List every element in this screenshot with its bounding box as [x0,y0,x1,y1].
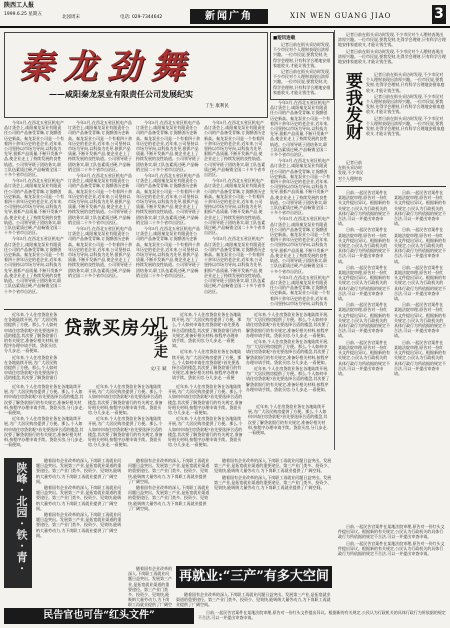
section-pinyin: XIN WEN GUANG JIAO [290,12,392,20]
page-header [0,0,450,28]
right-divider [336,186,446,187]
section-title: 新闻广角 [190,9,268,24]
lower-column-3: 随着国有企业改革的深入,下岗职工再就业问题日益突出。发展第三产业,是拓宽就业渠道的重要途径。第三产业门类多、投资少、见效快,能吸纳大量劳动力,为下岗职工再就业提供了广阔空间。 随着国有企业改革的深入,下岗职工再就业问题日益突出。发展第三产业,是拓宽就业渠道的重要途径。第三产业门类多、投资少、见效快,能吸纳大量劳动力,为下岗职工再就业提供了广阔空间。 [214,458,332,491]
short-news-box [270,32,334,100]
edition-label: 北园周末 [62,15,80,20]
short-news-tag: ■短讯连载 [273,36,296,41]
housing-text-right-2: 近年来,个人住房贷款业务在各地陆续开展,为广大居民购房提供了方便。那么,个人如何申请住房贷款呢?首先要选择合适的楼盘,其次要了解贷款银行的有关规定,准备好相关材料,按程序办理申请手续。贷款买房,分几步走,一看便知。 近年来,个人住房贷款业务在各地陆续开展,为广大居民购房提供了方便。那么,个人如何申请住房贷款呢?首先要选择合适的楼盘,其次要了解贷款银行的有关规定,准备好相关材料,按程序办理申请手续。贷款买房,分几步走,一看便知。 近年来,个人住房贷款业务在各地陆续开展,为广大居民购房提供了方便。那么,个人如何申请住房贷款呢?首先要选择合适的楼盘,其次要了解贷款银行的有关规定,准备好相关材料,按程序办理申请手续。贷款买房,分几步走,一看便知。 [246,312,330,392]
left-banner [4,458,32,588]
lead-column-4: 今年5月,在西北五省区机电产品订货会上,咸阳秦龙泵业有限责任公司的产品备受青睐,订货额创历史新高。秦龙泵业公司是一个有着四十余年历史的老企业,近年来,公司坚持以市场为导向,以科技为先导,狠抓产品质量,不断开发新产品,使企业走上了持续发展的良性轨道。公司领导班子团结务实,职工队伍素质过硬,产品畅销全国二十多个省市自治区。 今年5月,在西北五省区机电产品订货会上,咸阳秦龙泵业有限责任公司的产品备受青睐,订货额创历史新高。秦龙泵业公司是一个有着四十余年历史的老企业,近年来,公司坚持以市场为导向,以科技为先导,狠抓产品质量,不断开发新产品,使企业走上了持续发展的良性轨道。公司领导班子团结务实,职工队伍素质过硬,产品畅销全国二十多个省市自治区。 今年5月,在西北五省区机电产品订货会上,咸阳秦龙泵业有限责任公司的产品备受青睐,订货额创历史新高。秦龙泵业公司是一个有着四十余年历史的老企业,近年来,公司坚持以市场为导向,以科技为先导,狠抓产品质量,不断开发新产品,使企业走上了持续发展的良性轨道。公司领导班子团结务实,职工队伍素质过硬,产品畅销全国二十多个省市自治区。 [204,120,266,294]
housing-text-4: 近年来,个人住房贷款业务在各地陆续开展,为广大居民购房提供了方便。那么,个人如何申请住房贷款呢?首先要选择合适的楼盘,其次要了解贷款银行的有关规定,准备好相关材料,按程序办理申请手续。贷款买房,分几步走,一看便知。 近年来,个人住房贷款业务在各地陆续开展,为广大居民购房提供了方便。那么,个人如何申请住房贷款呢?首先要选择合适的楼盘,其次要了解贷款银行的有关规定,准备好相关材料,按程序办理申请手续。贷款买房,分几步走,一看便知。 [88,384,163,448]
lead-column-3: 今年5月,在西北五省区机电产品订货会上,咸阳秦龙泵业有限责任公司的产品备受青睐,订货额创历史新高。秦龙泵业公司是一个有着四十余年历史的老企业,近年来,公司坚持以市场为导向,以科技为先导,狠抓产品质量,不断开发新产品,使企业走上了持续发展的良性轨道。公司领导班子团结务实,职工队伍素质过硬,产品畅销全国二十多个省市自治区。 今年5月,在西北五省区机电产品订货会上,咸阳秦龙泵业有限责任公司的产品备受青睐,订货额创历史新高。秦龙泵业公司是一个有着四十余年历史的老企业,近年来,公司坚持以市场为导向,以科技为先导,狠抓产品质量,不断开发新产品,使企业走上了持续发展的良性轨道。公司领导班子团结务实,职工队伍素质过硬,产品畅销全国二十多个省市自治区。 今年5月,在西北五省区机电产品订货会上,咸阳秦龙泵业有限责任公司的产品备受青睐,订货额创历史新高。秦龙泵业公司是一个有着四十余年历史的老企业,近年来,公司坚持以市场为导向,以科技为先导,狠抓产品质量,不断开发新产品,使企业走上了持续发展的良性轨道。公司领导班子团结务实,职工队伍素质过硬,产品畅销全国二十多个省市自治区。 [136,120,200,278]
lead-column-5: 今年5月,在西北五省区机电产品订货会上,咸阳秦龙泵业有限责任公司的产品备受青睐,订货额创历史新高。秦龙泵业公司是一个有着四十余年历史的老企业,近年来,公司坚持以市场为导向,以科技为先导,狠抓产品质量,不断开发新产品,使企业走上了持续发展的良性轨道。公司领导班子团结务实,职工队伍素质过硬,产品畅销全国二十多个省市自治区。 今年5月,在西北五省区机电产品订货会上,咸阳秦龙泵业有限责任公司的产品备受青睐,订货额创历史新高。秦龙泵业公司是一个有着四十余年历史的老企业,近年来,公司坚持以市场为导向,以科技为先导,狠抓产品质量,不断开发新产品,使企业走上了持续发展的良性轨道。公司领导班子团结务实,职工队伍素质过硬,产品畅销全国二十多个省市自治区。 今年5月,在西北五省区机电产品订货会上,咸阳秦龙泵业有限责任公司的产品备受青睐,订货额创历史新高。秦龙泵业公司是一个有着四十余年历史的老企业,近年来,公司坚持以市场为导向,以科技为先导,狠抓产品质量,不断开发新产品,使企业走上了持续发展的良性轨道。公司领导班子团结务实,职工队伍素质过硬,产品畅销全国二十多个省市自治区。 今年5月,在西北五省区机电产品订货会上,咸阳秦龙泵业有限责任公司的产品备受青睐,订货额创历史新高。秦龙泵业公司是一个有着四十余年历史的老企业,近年来,公司坚持以市场为导向,以科技为 [270,100,330,306]
section-divider [4,309,332,310]
lead-column-2: 今年5月,在西北五省区机电产品订货会上,咸阳秦龙泵业有限责任公司的产品备受青睐,订货额创历史新高。秦龙泵业公司是一个有着四十余年历史的老企业,近年来,公司坚持以市场为导向,以科技为先导,狠抓产品质量,不断开发新产品,使企业走上了持续发展的良性轨道。公司领导班子团结务实,职工队伍素质过硬,产品畅销全国二十多个省市自治区。 今年5月,在西北五省区机电产品订货会上,咸阳秦龙泵业有限责任公司的产品备受青睐,订货额创历史新高。秦龙泵业公司是一个有着四十余年历史的老企业,近年来,公司坚持以市场为导向,以科技为先导,狠抓产品质量,不断开发新产品,使企业走上了持续发展的良性轨道。公司领导班子团结务实,职工队伍素质过硬,产品畅销全国二十多个省市自治区。 今年5月,在西北五省区机电产品订货会上,咸阳秦龙泵业有限责任公司的产品备受青睐,订货额创历史新高。秦龙泵业公司是一个有着四十余年历史的老企业,近年来,公司坚持以市场为导向,以科技为先导,狠抓产品质量,不断开发新产品,使企业走上了持续发展的良性轨道。公司领导班子团结务实,职工队伍素质过硬,产品畅销全国二十多个省市自治区。 [68,120,132,278]
housing-headline: 贷款买房分 [64,318,159,339]
phone-number: 电话: 029-7344642 [120,15,163,20]
housing-text-left: 近年来,个人住房贷款业务在各地陆续开展,为广大居民购房提供了方便。那么,个人如何申请住房贷款呢?首先要选择合适的楼盘,其次要了解贷款银行的有关规定,准备好相关材料,按程序办理申请手续。贷款买房,分几步走,一看便知。 近年来,个人住房贷款业务在各地陆续开展,为广大居民购房提供了方便。那么,个人如何申请住房贷款呢?首先要选择合适的楼盘,其次要了解贷款银行 [4,312,59,381]
lead-headline-box [4,32,268,118]
right-column-1: 日前,一起民告官案件在某地法院审理,原告对一份红头文件提出异议。根据新的有关规定,公民认为行政机关的具体行政行为所依据的规定不合法,可以一并提出审查申请。 日前,一起民告官案件在某地法院审理,原告对一份红头文件提出异议。根据新的有关规定,公民认为行政机关的具体行政行为所依据的规定不合法,可以一并提出审查申请。 日前,一起民告官案件在某地法院审理,原告对一份红头文件提出异议。根据新的有关规定,公民认为行政机关的具体行政行为所依据的规定不合法,可以一并提出审查申请。 日前,一起民告官案件在某地法院审理,原告对一份红头文件提出异议。根据新的有关规定,公民认为行政机关的具体行政行为所依据的规定不合法,可以一并提出审查申请。 日前,一起民告官案件在某地法院审理,原告对一份红头文件提出异议。根据新的有关规定,公民认为行政机关的具体行政行为所依据的规定不合法,可以一并提出审查申请。 [338,190,390,376]
housing-text-6: 近年来,个人住房贷款业务在各地陆续开展,为广大居民购房提供了方便。那么,个人如何申请住房贷款呢?首先要选择合适的楼盘,其次要了解贷款银行的有关规定,准备好相关材料,按程序办理申请手续。贷款买房,分几步走,一看便知。 [248,404,328,436]
employment-text: 随着国有企业改革的深入,下岗职工再就业问题日益突出。发展第三产业,是拓宽就业渠道的重要途径。第三产业门类多、投资少、见效快,能吸纳大量劳动力,为下岗职工再就业提供了广阔空间。 [176,592,331,608]
date-line: 1999.6.25 星期五 [4,12,42,17]
side-box-text: 记者日前在街头采访时发现,不少市民对个人理财表现出浓厚兴趣。一位市民说,要我发财,先得学会理财,只有科学合理地安排家庭收支,才能让钱生钱。 记者日前在街头采访时发现,不少市民对个人理财表现出浓厚兴趣。一位市民说,要我发财,先得学会理财,只有科学合理地安排家庭收支,才能让钱生钱。 记者日前在街头采访时发现,不少市民对个人理财表现出浓厚兴趣。一位市民说,要我发财,先得学会理财,只有科学合理地安排家庭收支,才能让钱生钱。 [366,72,445,137]
left-banner-text: 陕峰 · 北园 · 铁 · 青 · [15,462,28,571]
side-box-tail: 记者日前在街头采访时发现,不少市民对个人理财表 [338,160,364,181]
lead-column-1: 今年5月,在西北五省区机电产品订货会上,咸阳秦龙泵业有限责任公司的产品备受青睐,订货额创历史新高。秦龙泵业公司是一个有着四十余年历史的老企业,近年来,公司坚持以市场为导向,以科技为先导,狠抓产品质量,不断开发新产品,使企业走上了持续发展的良性轨道。公司领导班子团结务实,职工队伍素质过硬,产品畅销全国二十多个省市自治区。 今年5月,在西北五省区机电产品订货会上,咸阳秦龙泵业有限责任公司的产品备受青睐,订货额创历史新高。秦龙泵业公司是一个有着四十余年历史的老企业,近年来,公司坚持以市场为导向,以科技为先导,狠抓产品质量,不断开发新产品,使企业走上了持续发展的良性轨道。公司领导班子团结务实,职工队伍素质过硬,产品畅销全国二十多个省市自治区。 今年5月,在西北五省区机电产品订货会上,咸阳秦龙泵业有限责任公司的产品备受青睐,订货额创历史新高。秦龙泵业公司是一个有着四十余年历史的老企业,近年来,公司坚持以市场为导向,以科技为先导,狠抓产品质量,不断开发新产品,使企业走上了持续发展的良性轨道。公司领导班子团结务实,职工队伍素质过硬,产品畅销全国二十多个省市自治区。 [4,120,64,294]
short-news-text: 记者日前在街头采访时发现,不少市民对个人理财表现出浓厚兴趣。一位市民说,要我发财,先得学会理财,只有科学合理地安排家庭收支,才能让钱生钱。 记者日前在街头采访时发现,不少市民对个人理财表现出浓厚兴趣。一位市民说,要我发财,先得学会理财,只有科学合理地安排家庭收支,才能让钱生钱。 [273,42,331,95]
housing-text-3: 近年来,个人住房贷款业务在各地陆续开展,为广大居民购房提供了方便。那么,个人如何申请住房贷款呢?首先要选择合适的楼盘,其次要了解贷款银行的有关规定,准备好相关材料,按程序办理申请手续。贷款买房,分几步走,一看便知。 近年来,个人住房贷款业务在各地陆续开展,为广大居民购房提供了方便。那么,个人如何申请住房贷款呢?首先要选择合适的楼盘,其次要了解贷款银行的有关规定,准备好相关材料,按程序办理申请手续。贷款买房,分几步走,一看便知。 [4,384,84,448]
housing-byline: 文/王 斌 [150,367,167,372]
right-top-text: 记者日前在街头采访时发现,不少市民对个人理财表现出浓厚兴趣。一位市民说,要我发财,先得学会理财,只有科学合理地安排家庭收支,才能让钱生钱。 记者日前在街头采访时发现,不少市民对个人理财表现出浓厚兴趣。一位市民说,要我发财,先得学会理财,只有科学合理地安排家庭收支,才能让钱生钱。 [338,32,446,65]
right-column-2: 日前,一起民告官案件在某地法院审理,原告对一份红头文件提出异议。根据新的有关规定,公民认为行政机关的具体行政行为所依据的规定不合法,可以一并提出审查申请。 日前,一起民告官案件在某地法院审理,原告对一份红头文件提出异议。根据新的有关规定,公民认为行政机关的具体行政行为所依据的规定不合法,可以一并提出审查申请。 日前,一起民告官案件在某地法院审理,原告对一份红头文件提出异议。根据新的有关规定,公民认为行政机关的具体行政行为所依据的规定不合法,可以一并提出审查申请。 日前,一起民告官案件在某地法院审理,原告对一份红头文件提出异议。根据新的有关规定,公民认为行政机关的具体行政行为所依据的规定不合法,可以一并提出审查申请。 日前,一起民告官案件在某地法院审理,原告对一份红头文件提出异议。根据新的有关规定,公民认为行政机关的具体行政行为所依据的规定不合法,可以一并提出审查申请。 [394,190,446,376]
employment-headline: 再就业:“三产”有多大空间 [176,566,332,588]
column-divider [334,30,335,450]
page-number: 3 [432,5,446,24]
housing-text-5: 近年来,个人住房贷款业务在各地陆续开展,为广大居民购房提供了方便。那么,个人如何申请住房贷款呢?首先要选择合适的楼盘,其次要了解贷款银行的有关规定,准备好相关材料,按程序办理申请手续。贷款买房,分几步走,一看便知。 近年来,个人住房贷款业务在各地陆续开展,为广大居民购房提供了方便。那么,个人如何申请住房贷款呢?首先要选择合适的楼盘,其次要了解贷款银行的有关规定,准备好相关材料,按程序办理申请手续。贷款买房,分几步走,一看便知。 [168,384,243,448]
bottom-headline: 民告官也可告“红头文件” [4,608,194,624]
side-box-title: 要我发财 [342,72,362,140]
housing-headline-side: 几步走 [152,316,168,358]
lead-headline: 秦龙劲舞 [19,47,195,87]
lead-subhead: ——咸阳秦龙泵业有限责任公司发展纪实 [49,89,193,99]
lead-byline: 丁生 康利民 [205,104,229,109]
employment-text-left: 随着国有企业改革的深入,下岗职工再就业问题日益突出。发展第三产业,是拓宽就业渠道的重要途径。第三产业门类多、投资少、见效快,能吸纳大量劳动力,为下岗职工再就业提供了广阔空 [128,566,172,608]
paper-name: 陕西工人报 [4,2,35,9]
lower-column-2: 随着国有企业改革的深入,下岗职工再就业问题日益突出。发展第三产业,是拓宽就业渠道的重要途径。第三产业门类多、投资少、见效快,能吸纳大量劳动力,为下岗职工再就业提供了广阔空间。 随着国有企业改革的深入,下岗职工再就业问题日益突出。发展第三产业,是拓宽就业渠道的重要途径。第三产业门类多、投资少、见效快,能吸纳大量劳动力,为下岗职工再就业提供了广阔空间。 [128,458,210,511]
housing-text-right-1: 近年来,个人住房贷款业务在各地陆续开展,为广大居民购房提供了方便。那么,个人如何申请住房贷款呢?首先要选择合适的楼盘,其次要了解贷款银行的有关规定,准备好相关材料,按程序办理申请手续。贷款买房,分几步走,一看便知。 近年来,个人住房贷款业务在各地陆续开展,为广大居民购房提供了方便。那么,个人如何申请住房贷款呢?首先要选择合适的楼盘,其次要了解贷款银行的有关规定,准备好相关材料,按程序办理申请手续。贷款买房,分几步走,一看便 [172,312,242,381]
right-lower-text: 日前,一起民告官案件在某地法院审理,原告对一份红头文件提出异议。根据新的有关规定,公民认为行政机关的具体行政行为所依据的规定不合法,可以一并提出审查申请。 日前,一起民告官案件在某地法院审理,原告对一份红头文件提出异议。根据新的有关规定,公民认为行政机关的具体行政行为所依据的规定不合法,可以一并提出审查申请。 [338,524,445,557]
lower-column-1: 随着国有企业改革的深入,下岗职工再就业问题日益突出。发展第三产业,是拓宽就业渠道的重要途径。第三产业门类多、投资少、见效快,能吸纳大量劳动力,为下岗职工再就业提供了广阔空间。 随着国有企业改革的深入,下岗职工再就业问题日益突出。发展第三产业,是拓宽就业渠道的重要途径。第三产业门类多、投资少、见效快,能吸纳大量劳动力,为下岗职工再就业提供了广阔空间。 随着国有企业改革的深入,下岗职工再就业问题日益突出。发展第三产业,是拓宽就业渠道的重要途径。第三产业门类多、投资少、见效快,能吸纳大量劳动力,为下岗职工再就业提供了广阔空间。 [36,458,122,538]
bottom-text: 日前,一起民告官案件在某地法院审理,原告对一份红头文件提出异议。根据新的有关规定,公民认为行政机关的具体行政行为所依据的规定不合法,可以一并提出审查申请。 [198,610,446,621]
